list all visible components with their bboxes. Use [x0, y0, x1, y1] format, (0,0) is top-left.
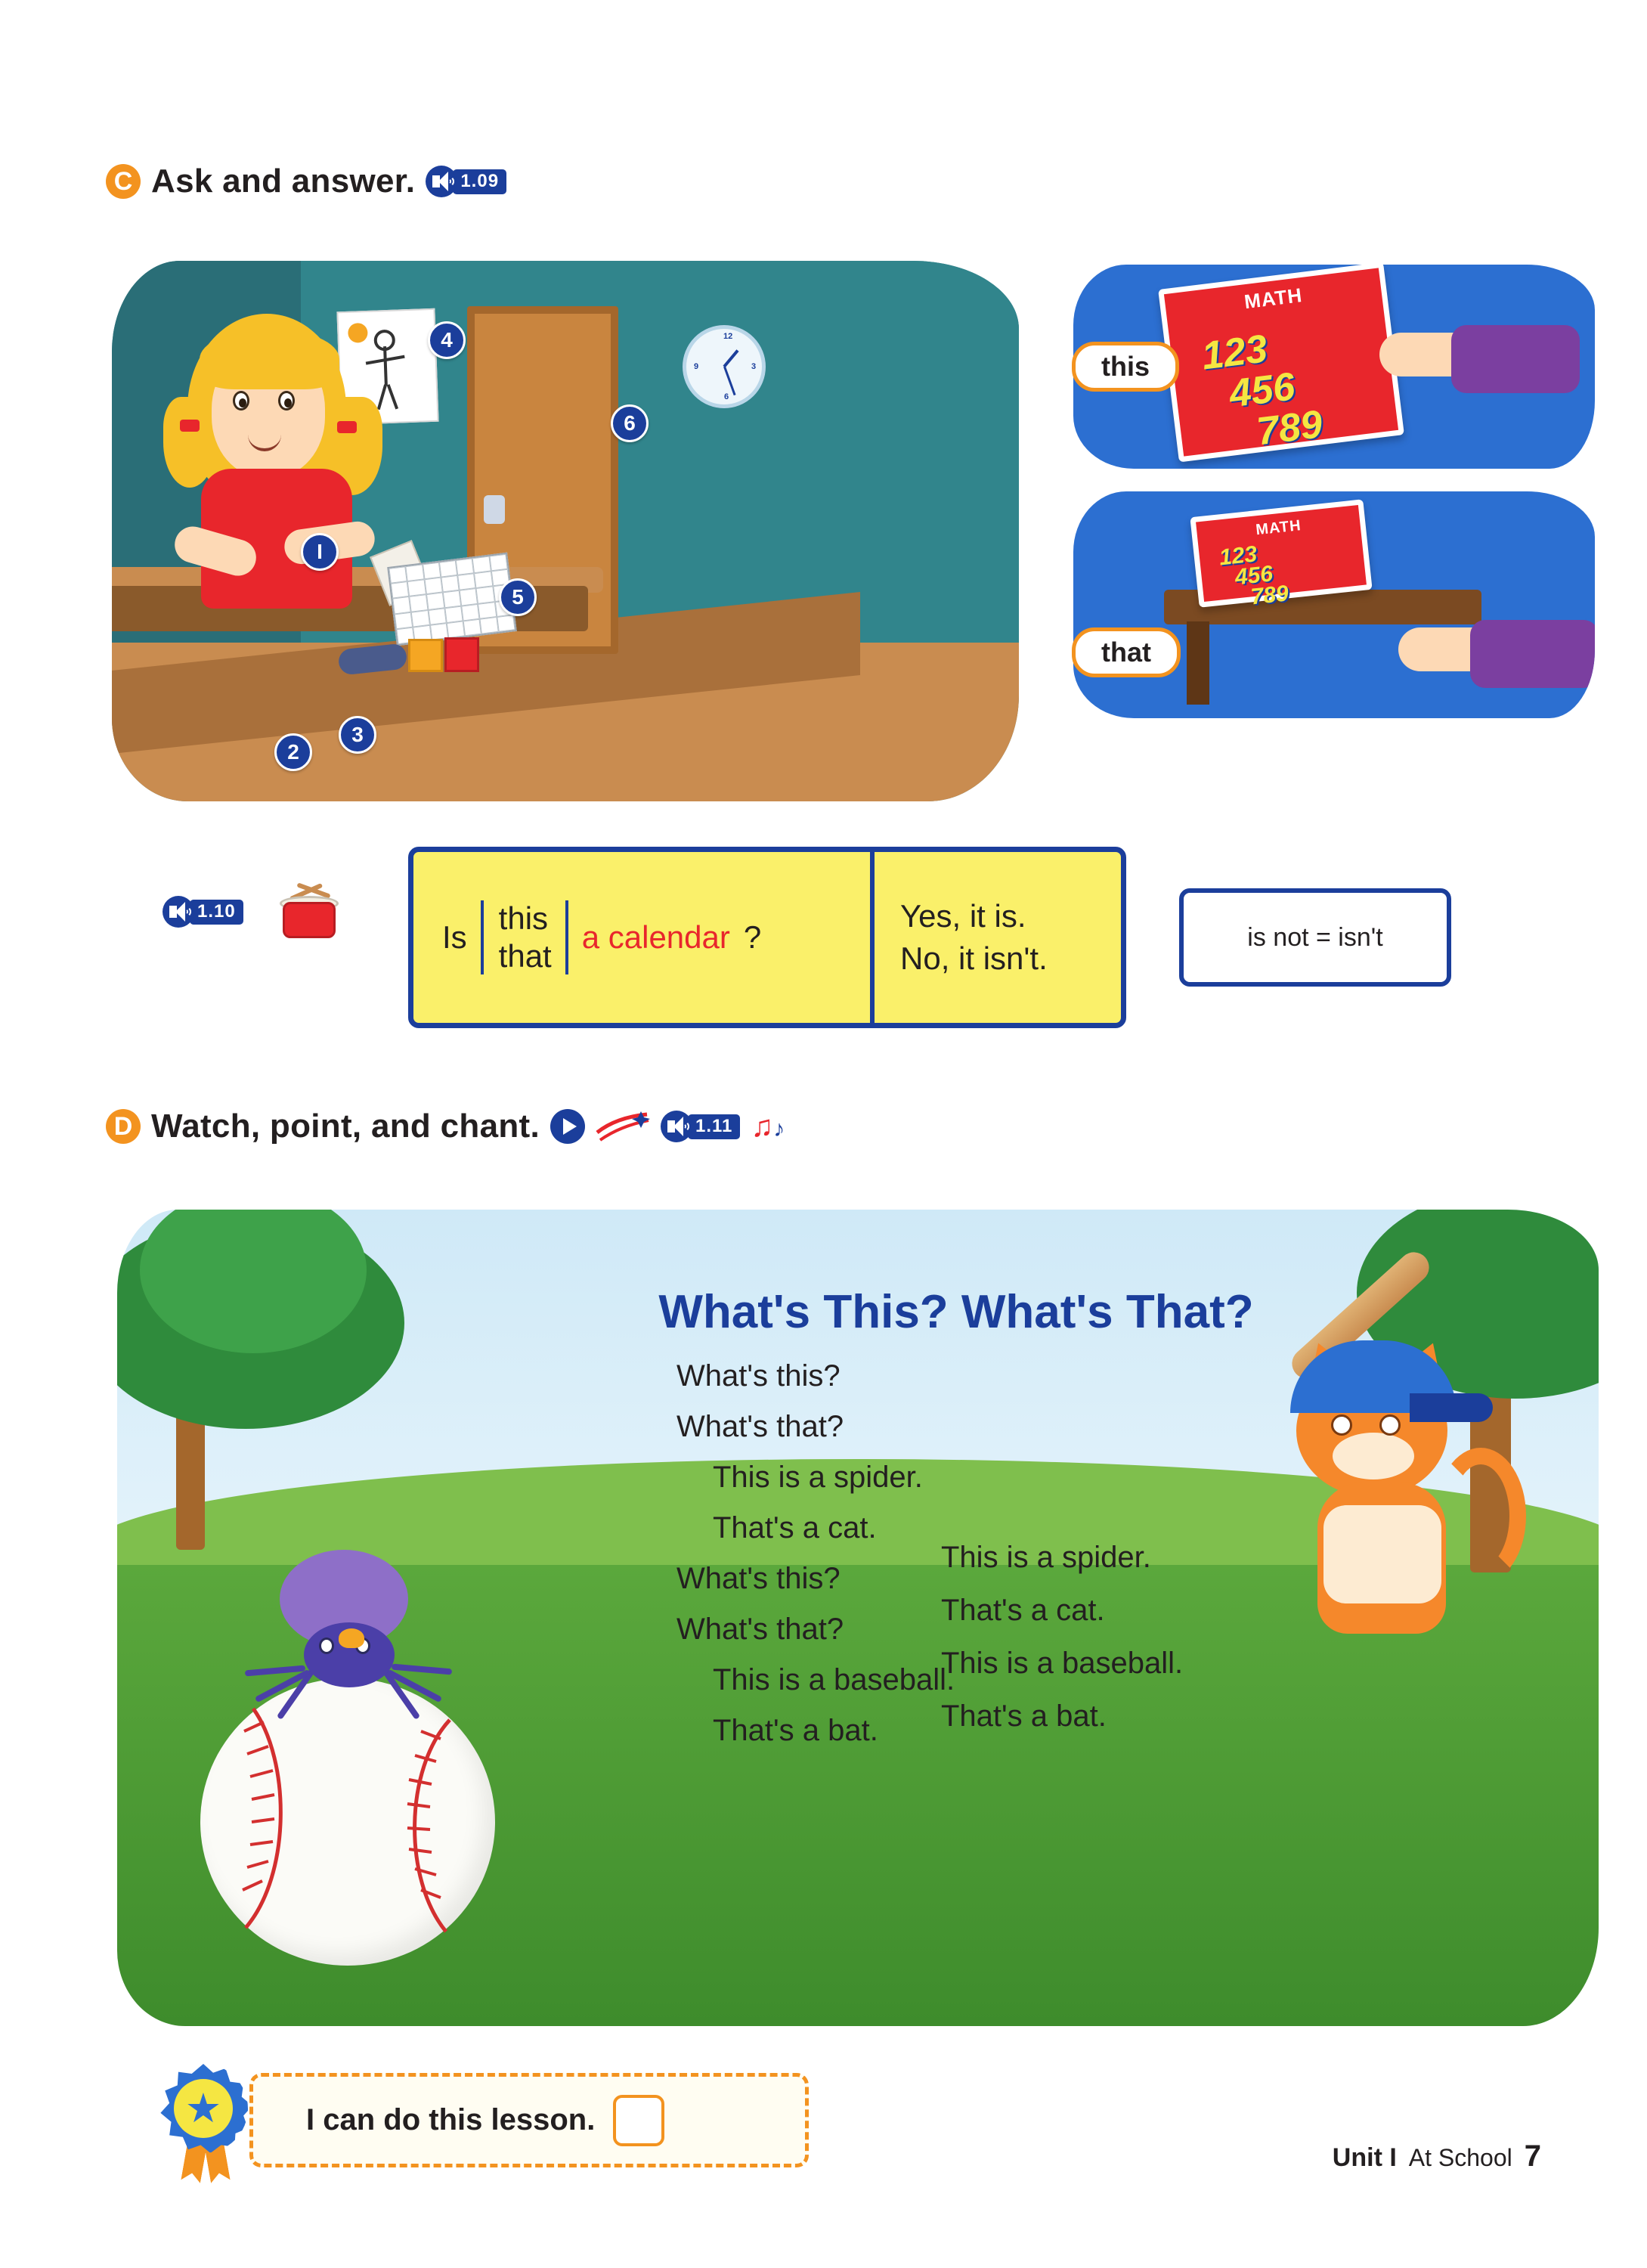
math-book-number-1: 123 — [1199, 327, 1270, 379]
block-red — [444, 637, 479, 672]
grammar-question-mark: ? — [743, 919, 762, 955]
unit-title: At School — [1408, 2144, 1512, 2171]
grammar-phrase: a calendar — [581, 919, 730, 955]
audio-track-label: 1.09 — [453, 169, 506, 194]
audio-track-label: 1.10 — [190, 900, 243, 925]
play-icon[interactable] — [550, 1109, 585, 1144]
chant-lines-right — [941, 1542, 1183, 1754]
marker-4[interactable]: 4 — [428, 321, 466, 359]
grammar-option-that: that — [498, 938, 552, 974]
unit-label: Unit I — [1332, 2143, 1397, 2172]
chant-line: This is a spider. — [941, 1541, 1151, 1574]
desk-leg — [1187, 621, 1209, 705]
page-number: 7 — [1524, 2139, 1541, 2173]
wall-clock: 12 3 6 9 — [683, 325, 766, 408]
swoosh-decoration — [596, 1110, 650, 1143]
math-book-number-2: 456 — [1234, 561, 1274, 590]
section-letter-d: D — [106, 1109, 141, 1144]
math-book — [1158, 265, 1404, 462]
math-book-title: MATH — [1255, 517, 1302, 539]
math-book — [1190, 499, 1372, 610]
chant-line: This is a baseball. — [941, 1647, 1184, 1680]
marker-1[interactable]: I — [301, 533, 339, 571]
math-book-title: MATH — [1243, 284, 1304, 314]
label-this: this — [1072, 342, 1179, 392]
grammar-option-this: this — [498, 900, 549, 936]
speaker-icon — [661, 1111, 692, 1142]
grammar-answer-no: No, it isn't. — [900, 940, 1048, 976]
grammar-pattern-box — [408, 847, 1126, 1028]
chant-lines-left — [676, 1361, 955, 1766]
sleeve — [1451, 325, 1580, 393]
audio-button-1-09[interactable] — [426, 166, 506, 197]
chant-line: This is a spider. — [713, 1461, 923, 1494]
math-book-number-3: 789 — [1249, 581, 1290, 610]
grammar-options — [481, 900, 568, 975]
girl-character — [157, 306, 407, 662]
classroom-scene — [112, 261, 1019, 801]
grammar-answer-yes: Yes, it is. — [900, 897, 1026, 934]
self-check-label: I can do this lesson. — [306, 2103, 596, 2136]
label-that: that — [1072, 627, 1181, 677]
math-book-number-3: 789 — [1254, 402, 1325, 454]
audio-button-1-11[interactable] — [661, 1111, 740, 1142]
section-d-title: Watch, point, and chant. — [151, 1108, 540, 1145]
grammar-question-part — [413, 852, 875, 1023]
music-note-icon: ♫♪ — [751, 1110, 785, 1143]
section-c-header — [106, 163, 506, 200]
speaker-icon — [163, 896, 194, 928]
block-orange — [408, 639, 443, 672]
contraction-note-text: is not = isn't — [1247, 922, 1383, 952]
self-check-box — [249, 2073, 809, 2167]
marker-2[interactable]: 2 — [274, 733, 312, 771]
sleeve — [1470, 620, 1595, 688]
math-book-number-2: 456 — [1227, 364, 1298, 417]
calendar — [387, 553, 517, 646]
cat — [1251, 1334, 1523, 1697]
marker-3[interactable]: 3 — [339, 716, 376, 754]
chant-line: What's this? — [676, 1562, 841, 1595]
chant-title: What's This? What's That? — [658, 1286, 1254, 1338]
scene-background — [112, 261, 1019, 801]
page-footer — [1333, 2139, 1541, 2174]
chant-line: What's that? — [676, 1613, 844, 1646]
chant-line: That's a cat. — [941, 1594, 1105, 1627]
chant-line: That's a cat. — [713, 1511, 877, 1545]
self-check-checkbox[interactable] — [613, 2095, 664, 2146]
grammar-answer-part — [875, 852, 1121, 1023]
audio-button-1-10[interactable] — [163, 896, 243, 928]
doorknob — [484, 495, 505, 524]
section-d-header — [106, 1108, 785, 1145]
math-book-number-1: 123 — [1218, 541, 1258, 571]
section-c-title: Ask and answer. — [151, 163, 416, 200]
star-rosette-icon: ★ — [159, 2064, 272, 2177]
scene-background — [117, 1210, 1599, 2026]
chant-line: What's that? — [676, 1410, 844, 1443]
chant-line: That's a bat. — [941, 1699, 1107, 1733]
marker-5[interactable]: 5 — [499, 578, 537, 616]
contraction-note-box — [1179, 888, 1451, 987]
marker-6[interactable]: 6 — [611, 404, 649, 442]
chant-scene — [117, 1210, 1599, 2026]
section-letter-c: C — [106, 164, 141, 199]
chant-line: This is a baseball. — [713, 1663, 955, 1696]
audio-track-label: 1.11 — [688, 1114, 740, 1139]
drum-icon — [278, 888, 340, 944]
spider — [249, 1550, 454, 1739]
grammar-is: Is — [442, 919, 467, 955]
picture-card-that — [1073, 491, 1595, 718]
chant-line: That's a bat. — [713, 1714, 878, 1747]
chant-line: What's this? — [676, 1359, 841, 1393]
